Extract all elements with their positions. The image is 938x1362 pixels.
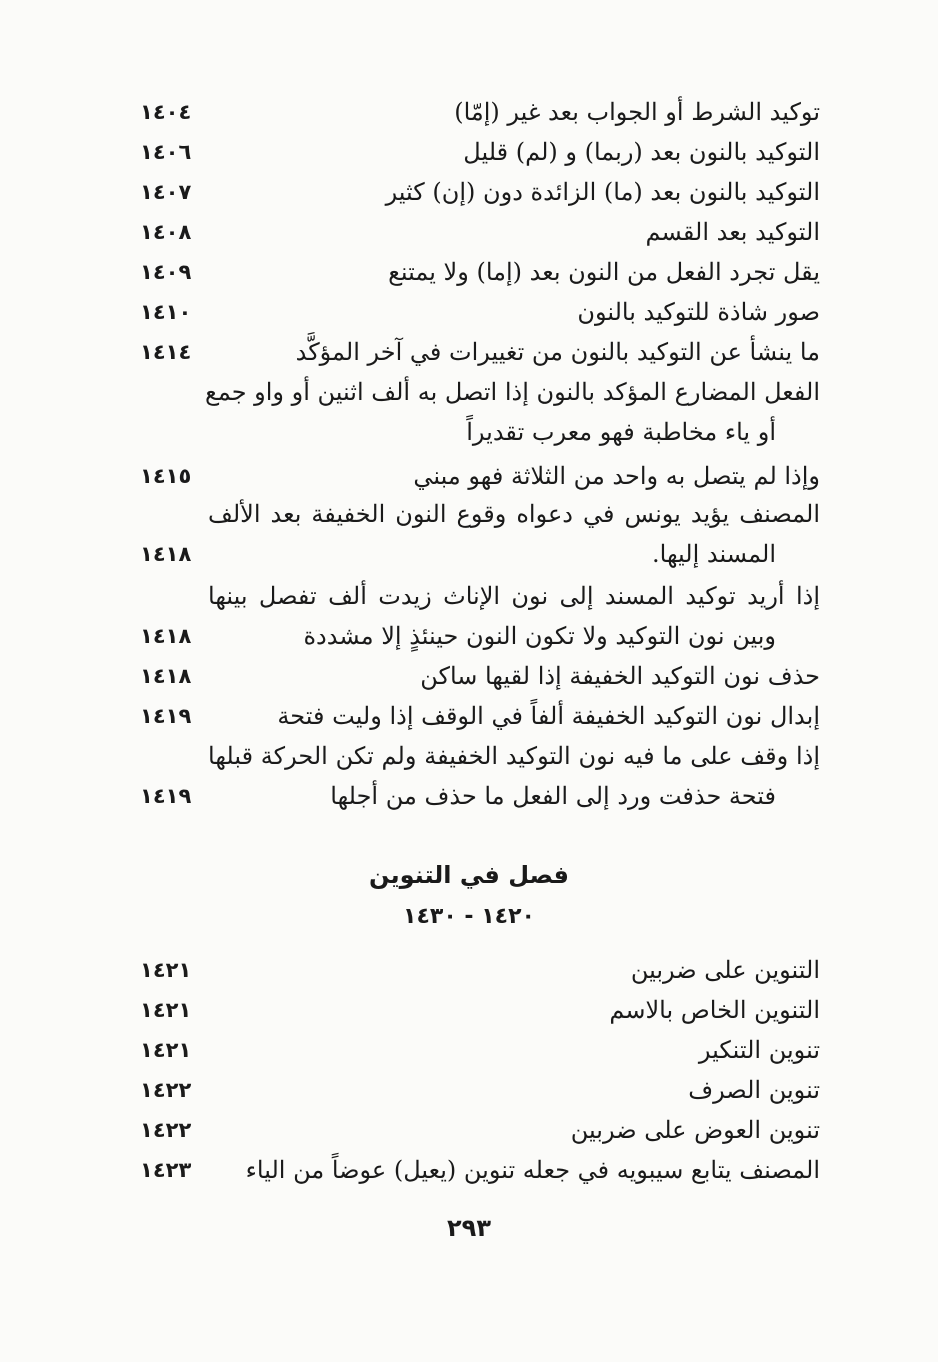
- entry-text: التوكيد بالنون بعد (ربما) و (لم) قليل: [463, 138, 820, 166]
- entry-text: وإذا لم يتصل به واحد من الثلاثة فهو مبني: [413, 462, 820, 490]
- section-page-range: ١٤٢٠ - ١٤٣٠: [403, 904, 535, 929]
- entry-text: أو ياء مخاطبة فهو معرب تقديراً: [466, 418, 776, 446]
- entry-text: إذا أريد توكيد المسند إلى نون الإناث زيدت ألف تفصل بينها: [208, 582, 820, 610]
- index-entry: [140, 1150, 820, 1190]
- entry-text: إبدال نون التوكيد الخفيفة ألفاً في الوقف إذا وليت فتحة: [277, 702, 820, 730]
- index-entry: [140, 776, 820, 816]
- entry-page-number: ١٤١٨: [140, 542, 192, 566]
- index-entry: [140, 172, 820, 212]
- entry-page-number: ١٤١٨: [140, 664, 192, 688]
- index-entry: [140, 212, 820, 252]
- entry-page-number: ١٤١٠: [140, 300, 192, 324]
- entry-page-number: ١٤٠٨: [140, 220, 192, 244]
- entry-page-number: ١٤٢١: [140, 1038, 192, 1062]
- entry-text: تنوين التنكير: [698, 1036, 820, 1064]
- entry-page-number: ١٤٢١: [140, 958, 192, 982]
- entry-page-number: ١٤٢٣: [140, 1158, 192, 1182]
- entry-text: ما ينشأ عن التوكيد بالنون من تغييرات في آخر المؤكَّد: [295, 338, 820, 366]
- entry-text: وبين نون التوكيد ولا تكون النون حينئذٍ إلا مشددة: [303, 622, 776, 650]
- index-entry: [140, 412, 820, 452]
- index-entry: [140, 616, 820, 656]
- index-entry: [140, 132, 820, 172]
- entry-text: توكيد الشرط أو الجواب بعد غير (إمّا): [454, 98, 820, 126]
- index-entry: [140, 534, 820, 574]
- index-entry: [140, 656, 820, 696]
- index-entry: [140, 950, 820, 990]
- entry-page-number: ١٤٢١: [140, 998, 192, 1022]
- entry-page-number: ١٤٠٩: [140, 260, 192, 284]
- index-entry: [140, 1110, 820, 1150]
- index-entry: [140, 696, 820, 736]
- entry-text: صور شاذة للتوكيد بالنون: [577, 298, 820, 326]
- entry-text: التوكيد بعد القسم: [645, 218, 820, 246]
- index-entry: [140, 576, 820, 616]
- entry-text: إذا وقف على ما فيه نون التوكيد الخفيفة ولم تكن الحركة قبلها: [208, 742, 820, 770]
- index-entry: [140, 736, 820, 776]
- index-entry: [140, 292, 820, 332]
- entry-text: تنوين العوض على ضربين: [570, 1116, 820, 1144]
- index-entry: [140, 332, 820, 372]
- entry-text: فتحة حذفت ورد إلى الفعل ما حذف من أجلها: [330, 782, 776, 810]
- entry-page-number: ١٤١٩: [140, 704, 192, 728]
- index-entry: [140, 494, 820, 534]
- section-title: فصل في التنوين: [369, 861, 569, 889]
- page-number-footer: ٢٩٣: [447, 1214, 491, 1242]
- entry-page-number: ١٤٠٧: [140, 180, 192, 204]
- entry-page-number: ١٤١٨: [140, 624, 192, 648]
- entry-text: تنوين الصرف: [688, 1076, 820, 1104]
- entry-page-number: ١٤٢٢: [140, 1078, 192, 1102]
- entry-text: التنوين على ضربين: [630, 956, 820, 984]
- index-entry: [140, 252, 820, 292]
- entry-text: حذف نون التوكيد الخفيفة إذا لقيها ساكن: [420, 662, 820, 690]
- entry-text: التنوين الخاص بالاسم: [609, 996, 820, 1024]
- entry-text: المسند إليها.: [652, 540, 776, 568]
- entry-text: الفعل المضارع المؤكد بالنون إذا اتصل به ألف اثنين أو واو جمع: [205, 378, 820, 406]
- index-entry: [140, 92, 820, 132]
- index-entry: [140, 990, 820, 1030]
- entry-text: المصنف يؤيد يونس في دعواه وقوع النون الخفيفة بعد الألف: [208, 500, 820, 528]
- index-entry: [140, 1030, 820, 1070]
- entry-page-number: ١٤٠٤: [140, 100, 192, 124]
- entry-page-number: ١٤٢٢: [140, 1118, 192, 1142]
- index-entry: [140, 1070, 820, 1110]
- index-entry: [140, 456, 820, 496]
- entry-text: يقل تجرد الفعل من النون بعد (إما) ولا يمتنع: [388, 258, 820, 286]
- index-entry: [140, 372, 820, 412]
- entry-text: المصنف يتابع سيبويه في جعله تنوين (يعيل) عوضاً من الياء: [245, 1156, 820, 1184]
- entry-page-number: ١٤٠٦: [140, 140, 192, 164]
- entry-page-number: ١٤١٤: [140, 340, 192, 364]
- entry-page-number: ١٤١٩: [140, 784, 192, 808]
- entry-page-number: ١٤١٥: [140, 464, 192, 488]
- entry-text: التوكيد بالنون بعد (ما) الزائدة دون (إن) كثير: [385, 178, 820, 206]
